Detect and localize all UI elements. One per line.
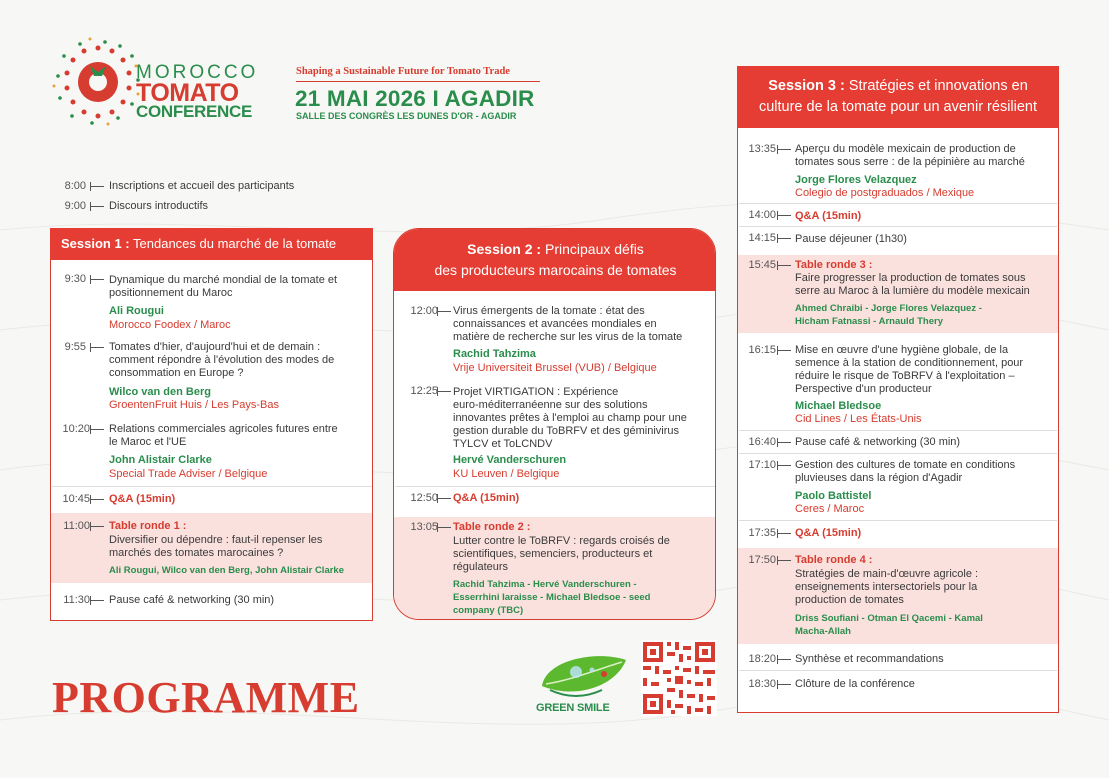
speaker-name: Hervé Vanderschuren bbox=[453, 454, 567, 466]
timeline-tick bbox=[90, 202, 104, 211]
talk-title-line: gestion durable du ToBRFV et des géminivirus bbox=[453, 425, 680, 437]
roundtable-topic-line: scientifiques, semenciers, producteurs et bbox=[453, 548, 653, 560]
roundtable-title: Table ronde 2 : bbox=[453, 521, 531, 533]
roundtable-topic-line: marchés des tomates marocaines ? bbox=[109, 547, 284, 559]
session3-label: Session 3 : bbox=[768, 78, 845, 94]
talk-title-line: Mise en œuvre d'une hygiène globale, de la bbox=[795, 344, 1009, 356]
divider bbox=[739, 670, 1057, 671]
talk-title-line: positionnement du Maroc bbox=[109, 287, 233, 299]
timeline-tick bbox=[90, 596, 104, 605]
timeline-tick bbox=[777, 438, 791, 447]
synthesis-time: 18:20 bbox=[748, 653, 776, 665]
talk-title-line: Aperçu du modèle mexicain de production de bbox=[795, 143, 1016, 155]
talk-time: 10:20 bbox=[62, 423, 90, 435]
roundtable-topic-line: Stratégies de main-d'œuvre agricole : bbox=[795, 568, 979, 580]
speaker-name: Paolo Battistel bbox=[795, 490, 872, 502]
talk-title-line: Relations commerciales agricoles futures entre bbox=[109, 423, 338, 435]
speaker-org: GroentenFruit Huis / Les Pays-Bas bbox=[109, 399, 279, 411]
session3-header bbox=[737, 66, 1059, 128]
timeline-tick bbox=[90, 275, 104, 284]
talk-title-line: Perspective d'un producteur bbox=[795, 383, 932, 395]
qa-time: 10:45 bbox=[62, 493, 90, 505]
talk-title-line: Dynamique du marché mondial de la tomate et bbox=[109, 274, 338, 286]
speaker-name: Jorge Flores Velazquez bbox=[795, 174, 917, 186]
session2-title-line2: des producteurs marocains de tomates bbox=[434, 262, 677, 278]
qa-label: Q&A (15min) bbox=[795, 527, 862, 539]
timeline-tick bbox=[90, 522, 104, 531]
talk-time: 9:55 bbox=[64, 341, 86, 353]
speaker-name: Ali Rougui bbox=[109, 305, 164, 317]
talk-title-line: TYLCV et ToLCNDV bbox=[453, 438, 553, 450]
roundtable-speakers: Esserrhini Iaraisse - Michael Bledsoe - seed bbox=[453, 592, 651, 603]
timeline-tick bbox=[437, 307, 451, 316]
session2-label: Session 2 : bbox=[467, 241, 542, 257]
talk-title-line: le Maroc et l'UE bbox=[109, 436, 187, 448]
roundtable-speakers: Ahmed Chraibi - Jorge Flores Velazquez - bbox=[795, 303, 982, 314]
speaker-name: John Alistair Clarke bbox=[109, 454, 212, 466]
timeline-tick bbox=[777, 346, 791, 355]
roundtable-time: 15:45 bbox=[748, 259, 776, 271]
logo-line-tomato: TOMATO bbox=[136, 79, 239, 107]
roundtable-speakers: Hicham Fatnassi - Arnauld Thery bbox=[795, 316, 943, 327]
break-time: 11:30 bbox=[63, 594, 90, 606]
talk-title-line: Virus émergents de la tomate : état des bbox=[453, 305, 645, 317]
roundtable-topic-line: Lutter contre le ToBRFV : regards croisés de bbox=[453, 535, 670, 547]
talk-title-line: Tomates d'hier, d'aujourd'hui et de demain : bbox=[109, 341, 321, 353]
speaker-org: Colegio de postgraduados / Mexique bbox=[795, 187, 975, 199]
timeline-tick bbox=[777, 655, 791, 664]
talk-title-line: Projet VIRTIGATION : Expérience bbox=[453, 386, 619, 398]
divider bbox=[739, 203, 1057, 204]
timeline-tick bbox=[90, 425, 104, 434]
session1-header bbox=[50, 228, 373, 260]
roundtable-speakers: Driss Soufiani - Otman El Qacemi - Kamal bbox=[795, 613, 983, 624]
roundtable-time: 17:50 bbox=[748, 554, 776, 566]
speaker-name: Michael Bledsoe bbox=[795, 400, 882, 412]
timeline-tick bbox=[90, 343, 104, 352]
talk-title-line: semence à la station de conditionnement, pour bbox=[795, 357, 1024, 369]
intro-text: Inscriptions et accueil des participants bbox=[109, 180, 295, 192]
session2-title-line1: Principaux défis bbox=[544, 241, 644, 257]
speaker-org: Ceres / Maroc bbox=[795, 503, 865, 515]
session2-header bbox=[394, 229, 716, 291]
talk-time: 17:10 bbox=[748, 459, 776, 471]
talk-title-line: réduire le risque de ToBRFV à l'exploitation – bbox=[795, 370, 1015, 382]
coffee-text: Pause café & networking (30 min) bbox=[795, 436, 961, 448]
timeline-tick bbox=[90, 495, 104, 504]
roundtable-topic-line: production de tomates bbox=[795, 594, 904, 606]
roundtable-title: Table ronde 4 : bbox=[795, 554, 873, 566]
intro-time: 8:00 bbox=[64, 180, 86, 192]
timeline-tick bbox=[90, 182, 104, 191]
roundtable-title: Table ronde 3 : bbox=[795, 259, 873, 271]
qa-time: 14:00 bbox=[748, 209, 776, 221]
speaker-org: Cid Lines / Les États-Unis bbox=[795, 413, 922, 425]
talk-title-line: Gestion des cultures de tomate en conditions bbox=[795, 459, 1016, 471]
qr-code-icon[interactable] bbox=[641, 640, 717, 716]
speaker-name: Rachid Tahzima bbox=[453, 348, 536, 360]
talk-title-line: innovantes prêtes à l'emploi au champ pour une bbox=[453, 412, 687, 424]
talk-time: 12:00 bbox=[410, 305, 438, 317]
tagline: Shaping a Sustainable Future for Tomato Trade bbox=[296, 66, 510, 77]
timeline-tick bbox=[777, 211, 791, 220]
talk-time: 12:25 bbox=[410, 385, 438, 397]
roundtable-topic-line: régulateurs bbox=[453, 561, 509, 573]
speaker-org: Morocco Foodex / Maroc bbox=[109, 319, 231, 331]
roundtable-topic-line: Diversifier ou dépendre : faut-il repenser les bbox=[109, 534, 323, 546]
qa-label: Q&A (15min) bbox=[109, 493, 176, 505]
speaker-org: Special Trade Adviser / Belgique bbox=[109, 468, 268, 480]
roundtable2-highlight bbox=[394, 517, 716, 620]
roundtable-speakers: Ali Rougui, Wilco van den Berg, John Alistair Clarke bbox=[109, 565, 344, 576]
ladybug-icon bbox=[601, 671, 607, 677]
talk-time: 16:15 bbox=[748, 344, 776, 356]
coffee-time: 16:40 bbox=[748, 436, 776, 448]
roundtable-title: Table ronde 1 : bbox=[109, 520, 187, 532]
speaker-name: Wilco van den Berg bbox=[109, 386, 211, 398]
intro-text: Discours introductifs bbox=[109, 200, 209, 212]
talk-title-line: pluvieuses dans la région d'Agadir bbox=[795, 472, 963, 484]
timeline-tick bbox=[777, 145, 791, 154]
roundtable-topic-line: enseignements intersectoriels pour la bbox=[795, 581, 978, 593]
qa-time: 12:50 bbox=[410, 492, 438, 504]
lunch-time: 14:15 bbox=[748, 232, 776, 244]
roundtable-topic-line: Faire progresser la production de tomates sous bbox=[795, 272, 1026, 284]
timeline-tick bbox=[777, 234, 791, 243]
logo-line-conference: CONFERENCE bbox=[136, 102, 253, 121]
roundtable-time: 13:05 bbox=[410, 521, 438, 533]
talk-title-line: connaissances et avancées mondiales en bbox=[453, 318, 657, 330]
roundtable-topic-line: serre au Maroc à la lumière du modèle mexicain bbox=[795, 285, 1030, 297]
talk-title-line: comment répondre à l'évolution des modes de bbox=[109, 354, 335, 366]
speaker-org: KU Leuven / Belgique bbox=[453, 468, 560, 480]
logo-line-morocco: MOROCCO bbox=[136, 62, 259, 83]
qa-time: 17:35 bbox=[748, 527, 776, 539]
roundtable-time: 11:00 bbox=[63, 520, 90, 532]
qa-label: Q&A (15min) bbox=[795, 210, 862, 222]
divider bbox=[739, 453, 1057, 454]
timeline-tick bbox=[437, 387, 451, 396]
timeline-tick bbox=[777, 461, 791, 470]
synthesis-text: Synthèse et recommandations bbox=[795, 653, 944, 665]
timeline-tick bbox=[437, 494, 451, 503]
intro-time: 9:00 bbox=[64, 200, 86, 212]
divider bbox=[395, 486, 715, 487]
timeline-tick bbox=[777, 529, 791, 538]
session3-title-line1: Stratégies et innovations en bbox=[848, 78, 1028, 94]
speaker-org: Vrije Universiteit Brussel (VUB) / Belgique bbox=[453, 362, 657, 374]
roundtable-speakers: Macha-Allah bbox=[795, 626, 851, 637]
event-date: 21 MAI 2026 I AGADIR bbox=[295, 86, 535, 111]
talk-title-line: matière de recherche sur les virus de la tomate bbox=[453, 331, 683, 343]
divider bbox=[52, 486, 372, 487]
divider bbox=[739, 226, 1057, 227]
session1-label: Session 1 : bbox=[61, 236, 130, 251]
talk-time: 9:30 bbox=[64, 273, 86, 285]
green-smile-label: GREEN SMILE bbox=[536, 702, 610, 714]
lunch-text: Pause déjeuner (1h30) bbox=[795, 233, 907, 245]
divider bbox=[739, 520, 1057, 521]
timeline-tick bbox=[777, 556, 791, 565]
session3-title-line2: culture de la tomate pour un avenir résilient bbox=[758, 99, 1038, 115]
timeline-tick bbox=[777, 680, 791, 689]
talk-title-line: euro-méditerranéenne sur des solutions bbox=[453, 399, 648, 411]
qa-label: Q&A (15min) bbox=[453, 492, 520, 504]
closing-time: 18:30 bbox=[748, 678, 776, 690]
talk-title-line: tomates sous serre : de la pépinière au marché bbox=[795, 156, 1025, 168]
talk-time: 13:35 bbox=[748, 143, 776, 155]
talk-title-line: consommation en Europe ? bbox=[109, 367, 244, 379]
green-smile-leaf-logo bbox=[536, 650, 630, 702]
roundtable-speakers: company (TBC) bbox=[453, 605, 524, 616]
timeline-tick bbox=[437, 523, 451, 532]
break-text: Pause café & networking (30 min) bbox=[109, 594, 275, 606]
roundtable-speakers: Rachid Tahzima - Hervé Vanderschuren - bbox=[453, 579, 637, 590]
divider bbox=[739, 430, 1057, 431]
closing-text: Clôture de la conférence bbox=[795, 678, 915, 690]
timeline-tick bbox=[777, 261, 791, 270]
event-venue: SALLE DES CONGRÈS LES DUNES D'OR - AGADIR bbox=[296, 111, 517, 121]
session1-title: Tendances du marché de la tomate bbox=[133, 236, 337, 251]
programme-title: PROGRAMME bbox=[52, 673, 360, 722]
tagline-rule bbox=[296, 81, 540, 82]
tomato-icon bbox=[53, 38, 140, 126]
